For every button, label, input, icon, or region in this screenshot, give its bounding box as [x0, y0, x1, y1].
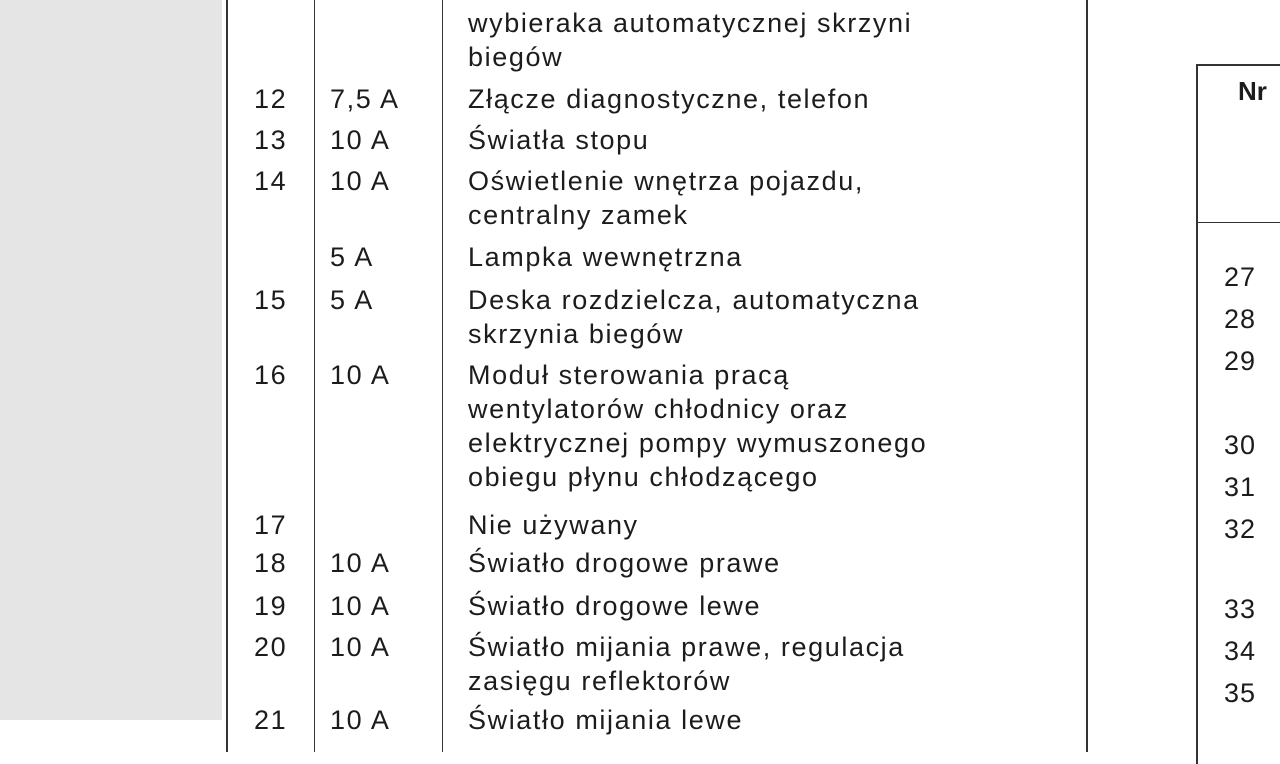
- description-line: wybieraka automatycznej skrzyni: [468, 8, 913, 38]
- description-line: Oświetlenie wnętrza pojazdu,: [468, 166, 864, 196]
- column-divider: [314, 0, 315, 752]
- fuse-number: 32: [1224, 514, 1257, 544]
- fuse-description: [468, 6, 912, 74]
- fuse-number: 34: [1224, 636, 1257, 666]
- fuse-number: 20: [254, 632, 288, 662]
- description-line: wentylatorów chłodnicy oraz: [468, 394, 849, 424]
- fuse-amperage: 10 A: [330, 125, 391, 155]
- fuse-table: [226, 0, 1088, 752]
- description-line: Światło mijania lewe: [468, 705, 744, 735]
- description-line: Lampka wewnętrzna: [468, 242, 743, 272]
- document-page: [222, 0, 1280, 735]
- description-line: Światło mijania prawe, regulacja: [468, 632, 905, 662]
- fuse-description: [468, 508, 639, 542]
- fuse-number: 29: [1224, 346, 1257, 376]
- description-line: obiegu płynu chłodzącego: [468, 462, 819, 492]
- column-header-nr: Nr: [1238, 76, 1267, 106]
- description-line: Złącze diagnostyczne, telefon: [468, 84, 871, 114]
- fuse-number: 14: [254, 166, 288, 196]
- fuse-amperage: 10 A: [330, 166, 391, 196]
- fuse-description: [468, 164, 864, 232]
- fuse-number: 27: [1224, 262, 1257, 292]
- description-line: zasięgu reflektorów: [468, 666, 732, 696]
- description-line: Światło drogowe lewe: [468, 591, 762, 621]
- fuse-description: [468, 82, 870, 116]
- fuse-description: [468, 546, 781, 580]
- fuse-amperage: 10 A: [330, 591, 391, 621]
- fuse-description: [468, 283, 920, 351]
- fuse-description: [468, 589, 761, 623]
- fuse-table-right: [1196, 64, 1280, 764]
- fuse-number: 21: [254, 705, 288, 735]
- description-line: Światła stopu: [468, 125, 650, 155]
- fuse-number: 28: [1224, 304, 1257, 334]
- fuse-description: [468, 630, 905, 698]
- fuse-amperage: 10 A: [330, 632, 391, 662]
- fuse-number: 18: [254, 548, 288, 578]
- description-line: biegów: [468, 42, 564, 72]
- fuse-number: 19: [254, 591, 288, 621]
- fuse-amperage: 7,5 A: [330, 84, 400, 114]
- description-line: elektrycznej pompy wymuszonego: [468, 428, 928, 458]
- left-margin: [0, 0, 222, 720]
- fuse-amperage: 5 A: [330, 242, 374, 272]
- fuse-number: 12: [254, 84, 288, 114]
- fuse-amperage: 5 A: [330, 285, 374, 315]
- header-border: [1198, 64, 1280, 66]
- fuse-description: [468, 123, 649, 157]
- fuse-number: 15: [254, 285, 288, 315]
- fuse-number: 16: [254, 360, 288, 390]
- description-line: Deska rozdzielcza, automatyczna: [468, 285, 920, 315]
- description-line: centralny zamek: [468, 200, 689, 230]
- description-line: Nie używany: [468, 510, 639, 540]
- description-line: skrzynia biegów: [468, 319, 685, 349]
- fuse-number: 31: [1224, 472, 1257, 502]
- fuse-description: [468, 703, 743, 737]
- fuse-number: 35: [1224, 678, 1257, 708]
- fuse-amperage: 10 A: [330, 548, 391, 578]
- header-border: [1198, 222, 1280, 223]
- fuse-amperage: 10 A: [330, 705, 391, 735]
- fuse-description: [468, 240, 743, 274]
- column-divider: [442, 0, 443, 752]
- fuse-number: 30: [1224, 430, 1257, 460]
- fuse-number: 33: [1224, 594, 1257, 624]
- fuse-number: 17: [254, 510, 288, 540]
- fuse-description: [468, 358, 927, 494]
- description-line: Moduł sterowania pracą: [468, 360, 790, 390]
- description-line: Światło drogowe prawe: [468, 548, 781, 578]
- fuse-number: 13: [254, 125, 288, 155]
- fuse-amperage: 10 A: [330, 360, 391, 390]
